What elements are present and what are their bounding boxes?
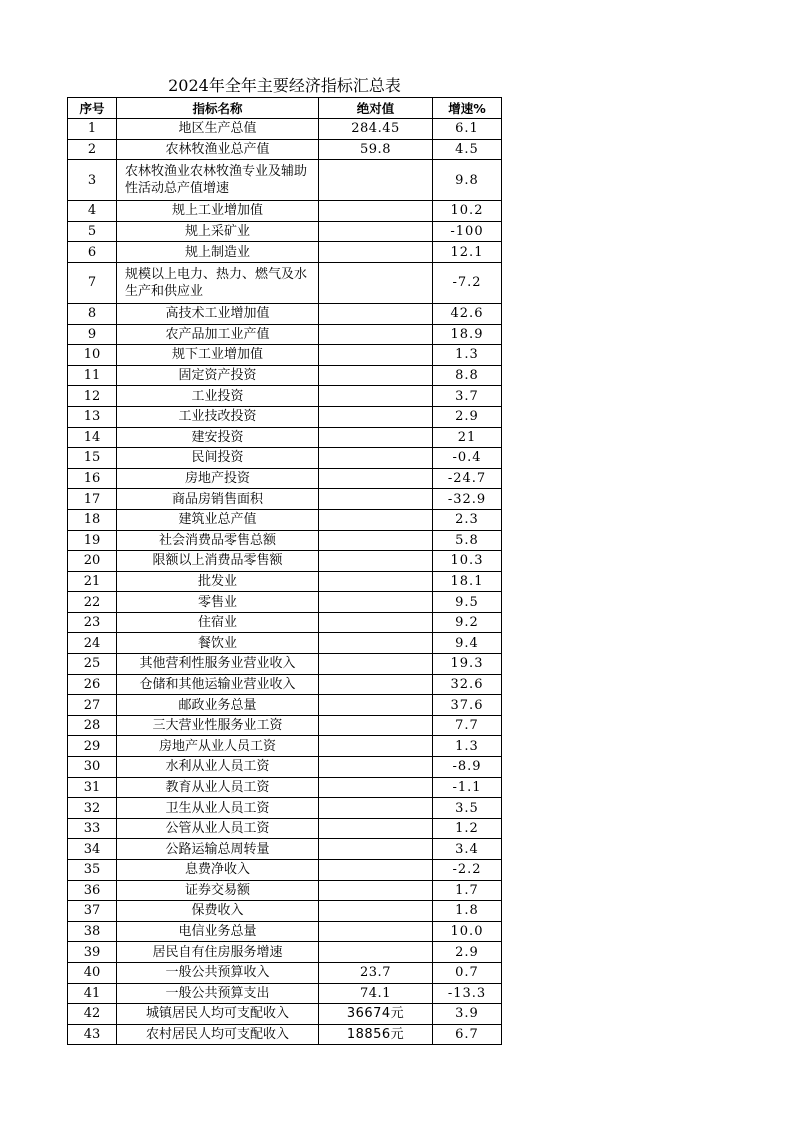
growth-rate: -100 (433, 221, 502, 242)
indicator-name: 固定资产投资 (117, 365, 319, 386)
table-row (68, 551, 502, 572)
indicator-name: 民间投资 (117, 448, 319, 469)
table-row (68, 860, 502, 881)
indicator-name: 房地产投资 (117, 468, 319, 489)
growth-rate: 19.3 (433, 654, 502, 675)
growth-rate: 10.2 (433, 201, 502, 222)
row-number: 11 (68, 365, 117, 386)
row-number: 9 (68, 324, 117, 345)
growth-rate: 3.9 (433, 1004, 502, 1025)
row-number: 30 (68, 757, 117, 778)
table-row (68, 736, 502, 757)
indicator-name: 公管从业人员工资 (117, 818, 319, 839)
absolute-value (319, 715, 433, 736)
table-row (68, 242, 502, 263)
row-number: 19 (68, 530, 117, 551)
absolute-value (319, 571, 433, 592)
indicator-name: 公路运输总周转量 (117, 839, 319, 860)
indicator-name: 商品房销售面积 (117, 489, 319, 510)
growth-rate: 5.8 (433, 530, 502, 551)
growth-rate: 37.6 (433, 695, 502, 716)
absolute-value (319, 468, 433, 489)
growth-rate: 9.5 (433, 592, 502, 613)
absolute-value (319, 365, 433, 386)
absolute-value (319, 880, 433, 901)
absolute-value (319, 901, 433, 922)
growth-rate: -2.2 (433, 860, 502, 881)
row-number: 24 (68, 633, 117, 654)
indicator-name: 城镇居民人均可支配收入 (117, 1004, 319, 1025)
absolute-value (319, 303, 433, 324)
row-number: 7 (68, 262, 117, 303)
absolute-value (319, 777, 433, 798)
indicator-name: 息费净收入 (117, 860, 319, 881)
growth-rate: -0.4 (433, 448, 502, 469)
table-header-row (68, 98, 502, 119)
table-row (68, 303, 502, 324)
row-number: 37 (68, 901, 117, 922)
row-number: 40 (68, 962, 117, 983)
growth-rate: 18.9 (433, 324, 502, 345)
indicator-name: 邮政业务总量 (117, 695, 319, 716)
indicator-name: 居民自有住房服务增速 (117, 942, 319, 963)
absolute-value: 23.7 (319, 962, 433, 983)
row-number: 43 (68, 1024, 117, 1045)
indicator-name: 农林牧渔业总产值 (117, 139, 319, 160)
growth-rate: 7.7 (433, 715, 502, 736)
growth-rate: 10.0 (433, 921, 502, 942)
table-row (68, 324, 502, 345)
absolute-value (319, 427, 433, 448)
table-row (68, 715, 502, 736)
growth-rate: -32.9 (433, 489, 502, 510)
table-row (68, 674, 502, 695)
table-row (68, 777, 502, 798)
row-number: 34 (68, 839, 117, 860)
growth-rate: 6.1 (433, 119, 502, 140)
table-row (68, 612, 502, 633)
table-row (68, 818, 502, 839)
row-number: 6 (68, 242, 117, 263)
table-row (68, 427, 502, 448)
row-number: 21 (68, 571, 117, 592)
table-row (68, 757, 502, 778)
growth-rate: 1.7 (433, 880, 502, 901)
table-row (68, 880, 502, 901)
table-row (68, 406, 502, 427)
row-number: 35 (68, 860, 117, 881)
row-number: 5 (68, 221, 117, 242)
growth-rate: 32.6 (433, 674, 502, 695)
absolute-value (319, 839, 433, 860)
table-row (68, 448, 502, 469)
absolute-value (319, 860, 433, 881)
table-row (68, 592, 502, 613)
table-row (68, 901, 502, 922)
growth-rate: 1.3 (433, 345, 502, 366)
growth-rate: 2.9 (433, 942, 502, 963)
table-row (68, 839, 502, 860)
table-row (68, 921, 502, 942)
row-number: 8 (68, 303, 117, 324)
indicator-name: 社会消费品零售总额 (117, 530, 319, 551)
indicator-name: 卫生从业人员工资 (117, 798, 319, 819)
table-row (68, 654, 502, 675)
indicator-name: 规下工业增加值 (117, 345, 319, 366)
growth-rate: 2.3 (433, 509, 502, 530)
absolute-value (319, 736, 433, 757)
growth-rate: 9.8 (433, 160, 502, 201)
row-number: 31 (68, 777, 117, 798)
growth-rate: 9.4 (433, 633, 502, 654)
indicator-name: 建安投资 (117, 427, 319, 448)
table-row (68, 695, 502, 716)
absolute-value (319, 942, 433, 963)
absolute-value (319, 262, 433, 303)
row-number: 17 (68, 489, 117, 510)
indicator-name: 农村居民人均可支配收入 (117, 1024, 319, 1045)
row-number: 28 (68, 715, 117, 736)
indicator-name: 餐饮业 (117, 633, 319, 654)
indicator-name: 零售业 (117, 592, 319, 613)
absolute-value (319, 201, 433, 222)
row-number: 16 (68, 468, 117, 489)
table-row (68, 119, 502, 140)
absolute-value (319, 509, 433, 530)
table-row (68, 201, 502, 222)
growth-rate: 21 (433, 427, 502, 448)
table-row (68, 509, 502, 530)
table-row (68, 983, 502, 1004)
table-row (68, 530, 502, 551)
absolute-value (319, 612, 433, 633)
indicator-name: 一般公共预算支出 (117, 983, 319, 1004)
absolute-value (319, 324, 433, 345)
row-number: 41 (68, 983, 117, 1004)
indicator-name: 规模以上电力、热力、燃气及水生产和供应业 (117, 262, 319, 303)
absolute-value (319, 695, 433, 716)
row-number: 20 (68, 551, 117, 572)
growth-rate: 42.6 (433, 303, 502, 324)
indicator-name: 其他营利性服务业营业收入 (117, 654, 319, 675)
growth-rate: 18.1 (433, 571, 502, 592)
indicator-name: 保费收入 (117, 901, 319, 922)
indicator-name: 证券交易额 (117, 880, 319, 901)
indicator-name: 农林牧渔业农林牧渔专业及辅助性活动总产值增速 (117, 160, 319, 201)
indicator-name: 农产品加工业产值 (117, 324, 319, 345)
header-value: 绝对值 (319, 98, 433, 119)
indicator-name: 电信业务总量 (117, 921, 319, 942)
growth-rate: 3.4 (433, 839, 502, 860)
absolute-value (319, 921, 433, 942)
indicator-name: 一般公共预算收入 (117, 962, 319, 983)
indicator-name: 规上制造业 (117, 242, 319, 263)
indicator-name: 规上工业增加值 (117, 201, 319, 222)
growth-rate: 4.5 (433, 139, 502, 160)
indicator-name: 规上采矿业 (117, 221, 319, 242)
table-row (68, 571, 502, 592)
growth-rate: 9.2 (433, 612, 502, 633)
indicator-name: 住宿业 (117, 612, 319, 633)
table-row (68, 962, 502, 983)
absolute-value (319, 654, 433, 675)
growth-rate: -7.2 (433, 262, 502, 303)
row-number: 29 (68, 736, 117, 757)
table-row (68, 139, 502, 160)
growth-rate: 10.3 (433, 551, 502, 572)
table-row (68, 468, 502, 489)
absolute-value (319, 633, 433, 654)
row-number: 39 (68, 942, 117, 963)
row-number: 32 (68, 798, 117, 819)
absolute-value (319, 530, 433, 551)
row-number: 13 (68, 406, 117, 427)
row-number: 1 (68, 119, 117, 140)
growth-rate: -1.1 (433, 777, 502, 798)
absolute-value (319, 489, 433, 510)
row-number: 2 (68, 139, 117, 160)
absolute-value (319, 818, 433, 839)
page-title: 2024年全年主要经济指标汇总表 (168, 76, 401, 95)
indicator-name: 工业技改投资 (117, 406, 319, 427)
table-row (68, 942, 502, 963)
table-row (68, 1024, 502, 1045)
indicator-name: 工业投资 (117, 386, 319, 407)
table-row (68, 262, 502, 303)
table-row (68, 365, 502, 386)
absolute-value: 74.1 (319, 983, 433, 1004)
row-number: 33 (68, 818, 117, 839)
growth-rate: 3.7 (433, 386, 502, 407)
absolute-value (319, 345, 433, 366)
absolute-value (319, 757, 433, 778)
indicator-table (67, 97, 502, 1045)
growth-rate: 1.3 (433, 736, 502, 757)
indicator-name: 批发业 (117, 571, 319, 592)
absolute-value (319, 798, 433, 819)
table-body (68, 119, 502, 1045)
table-row (68, 1004, 502, 1025)
row-number: 15 (68, 448, 117, 469)
absolute-value: 18856元 (319, 1024, 433, 1045)
absolute-value (319, 386, 433, 407)
absolute-value (319, 448, 433, 469)
growth-rate: 3.5 (433, 798, 502, 819)
row-number: 4 (68, 201, 117, 222)
absolute-value (319, 160, 433, 201)
absolute-value (319, 551, 433, 572)
row-number: 22 (68, 592, 117, 613)
table-row (68, 798, 502, 819)
table-row (68, 489, 502, 510)
growth-rate: -24.7 (433, 468, 502, 489)
indicator-name: 仓储和其他运输业营业收入 (117, 674, 319, 695)
indicator-name: 三大营业性服务业工资 (117, 715, 319, 736)
indicator-name: 房地产从业人员工资 (117, 736, 319, 757)
absolute-value (319, 242, 433, 263)
absolute-value (319, 674, 433, 695)
growth-rate: 2.9 (433, 406, 502, 427)
absolute-value (319, 406, 433, 427)
row-number: 38 (68, 921, 117, 942)
table-row (68, 345, 502, 366)
indicator-name: 限额以上消费品零售额 (117, 551, 319, 572)
row-number: 27 (68, 695, 117, 716)
row-number: 3 (68, 160, 117, 201)
table-row (68, 160, 502, 201)
growth-rate: 12.1 (433, 242, 502, 263)
row-number: 18 (68, 509, 117, 530)
absolute-value (319, 592, 433, 613)
indicator-name: 建筑业总产值 (117, 509, 319, 530)
table-row (68, 633, 502, 654)
indicator-name: 高技术工业增加值 (117, 303, 319, 324)
indicator-name: 水利从业人员工资 (117, 757, 319, 778)
growth-rate: 8.8 (433, 365, 502, 386)
table-row (68, 386, 502, 407)
row-number: 14 (68, 427, 117, 448)
absolute-value (319, 221, 433, 242)
absolute-value: 59.8 (319, 139, 433, 160)
table-row (68, 221, 502, 242)
growth-rate: -13.3 (433, 983, 502, 1004)
header-name: 指标名称 (117, 98, 319, 119)
row-number: 42 (68, 1004, 117, 1025)
indicator-name: 教育从业人员工资 (117, 777, 319, 798)
absolute-value: 284.45 (319, 119, 433, 140)
row-number: 12 (68, 386, 117, 407)
row-number: 25 (68, 654, 117, 675)
growth-rate: 6.7 (433, 1024, 502, 1045)
row-number: 10 (68, 345, 117, 366)
row-number: 36 (68, 880, 117, 901)
growth-rate: 1.2 (433, 818, 502, 839)
growth-rate: -8.9 (433, 757, 502, 778)
row-number: 23 (68, 612, 117, 633)
absolute-value: 36674元 (319, 1004, 433, 1025)
header-growth: 增速% (433, 98, 502, 119)
growth-rate: 0.7 (433, 962, 502, 983)
indicator-name: 地区生产总值 (117, 119, 319, 140)
header-no: 序号 (68, 98, 117, 119)
growth-rate: 1.8 (433, 901, 502, 922)
row-number: 26 (68, 674, 117, 695)
